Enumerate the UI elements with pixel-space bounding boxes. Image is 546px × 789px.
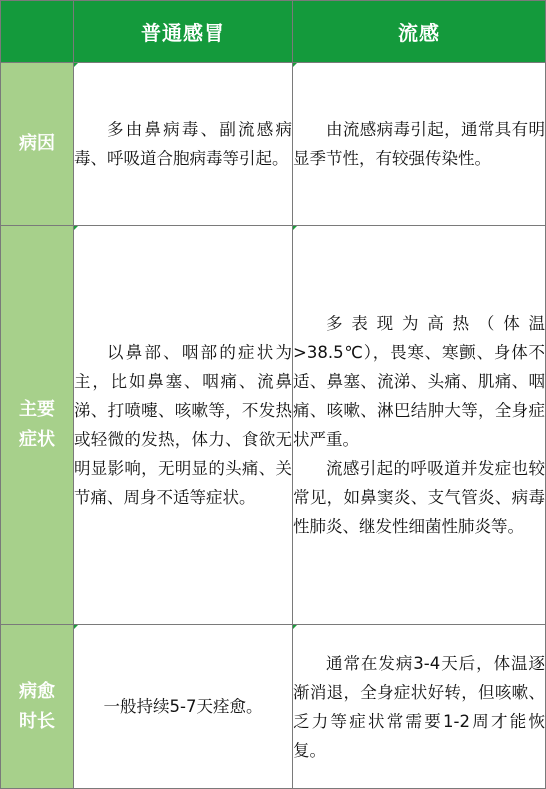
cell-flu-cause xyxy=(293,63,546,226)
column-header-common-cold: 普通感冒 xyxy=(74,1,293,63)
table-row-symptoms xyxy=(1,226,546,625)
cell-cold-symptoms xyxy=(74,226,293,625)
cell-corner-mark xyxy=(74,625,78,629)
cell-flu-symptoms xyxy=(293,226,546,625)
cell-cold-duration xyxy=(74,625,293,789)
cell-corner-mark xyxy=(293,625,297,629)
header-row xyxy=(1,1,546,63)
cell-paragraph: 通常在发病3-4天后，体温逐渐消退，全身症状好转，但咳嗽、乏力等症状常需要1-2周才能恢复。 xyxy=(293,653,545,760)
cell-paragraph: 多由鼻病毒、副流感病毒、呼吸道合胞病毒等引起。 xyxy=(74,120,292,168)
cell-paragraph: 流感引起的呼吸道并发症也较常见，如鼻窦炎、支气管炎、病毒性肺炎、继发性细菌性肺炎等。 xyxy=(293,459,545,536)
cell-cold-cause xyxy=(74,63,293,226)
corner-cell xyxy=(1,1,74,63)
cell-paragraph: 一般持续5-7天痊愈。 xyxy=(103,697,263,716)
cell-corner-mark xyxy=(293,63,297,67)
cell-paragraph: 多表现为高热（体温>38.5℃），畏寒、寒颤、身体不适、鼻塞、流涕、头痛、肌痛、咽痛、咳嗽、淋巴结肿大等，全身症状严重。 xyxy=(293,314,545,449)
cell-corner-mark xyxy=(74,226,78,230)
row-label-line: 主要 xyxy=(19,399,55,420)
cell-paragraph: 以鼻部、咽部的症状为主，比如鼻塞、咽痛、流鼻涕、打喷嚏、咳嗽等，不发热或轻微的发热，体力、食欲无明显影响，无明显的头痛、关节痛、周身不适等症状。 xyxy=(74,343,292,507)
table-row-cause xyxy=(1,63,546,226)
row-label-line: 时长 xyxy=(19,710,55,732)
row-label-line: 病愈 xyxy=(19,680,55,702)
cell-corner-mark xyxy=(293,226,297,230)
row-label-line: 症状 xyxy=(19,429,55,450)
cell-paragraph: 由流感病毒引起，通常具有明显季节性，有较强传染性。 xyxy=(293,120,545,168)
cell-flu-duration xyxy=(293,625,546,789)
row-label-symptoms xyxy=(1,226,74,625)
column-header-influenza: 流感 xyxy=(293,1,546,63)
cell-corner-mark xyxy=(74,63,78,67)
row-label-line: 病因 xyxy=(19,133,55,154)
table-row-duration xyxy=(1,625,546,789)
row-label-duration xyxy=(1,625,74,789)
row-label-cause xyxy=(1,63,74,226)
